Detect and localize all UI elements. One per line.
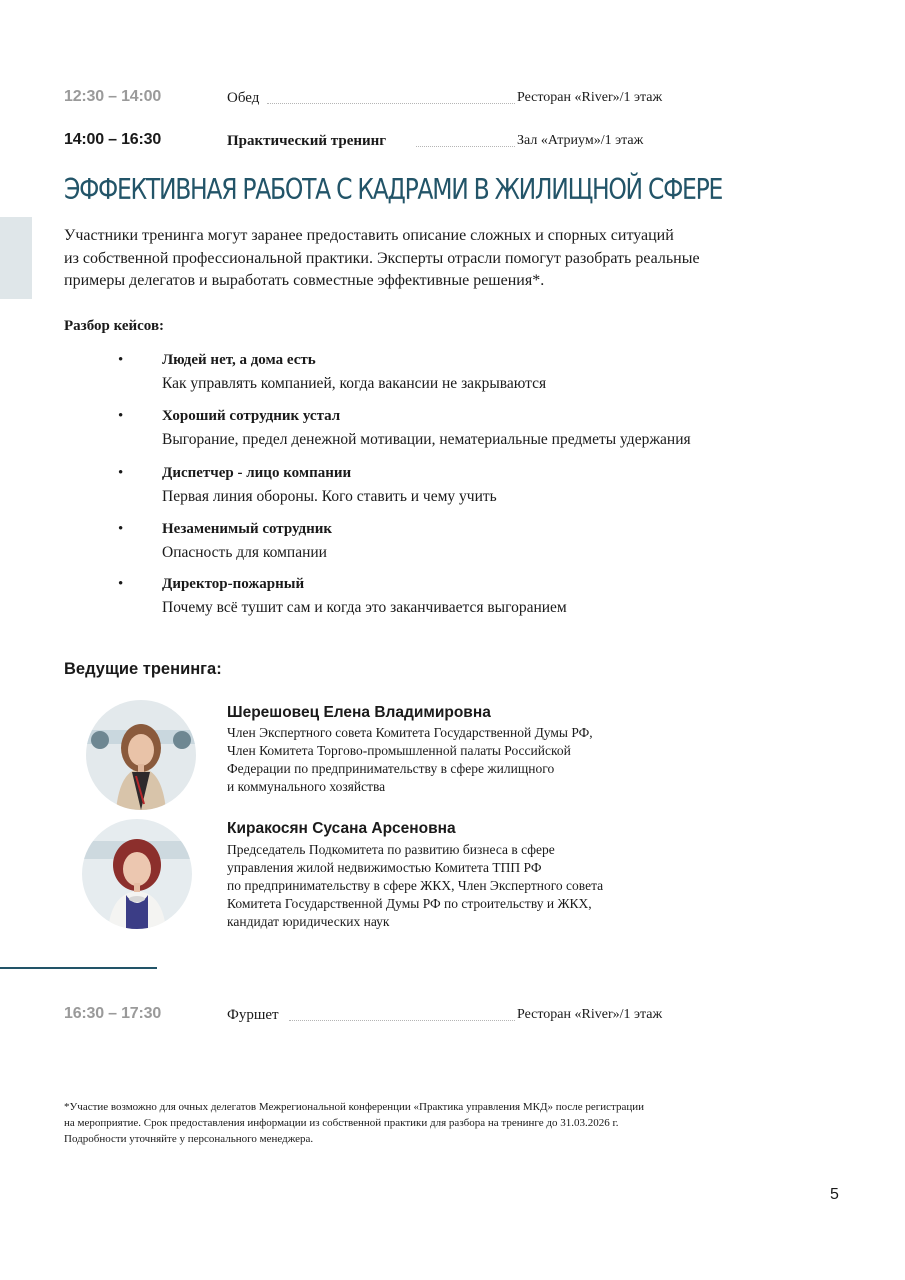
footnote-line: *Участие возможно для очных делегатов Межрегиональной конференции «Практика управления МКД» после регистрации [64,1101,645,1113]
footnote-line: на мероприятие. Срок предоставления информации из собственной практики для разбора на тренинге до 31.03.2026 г. [64,1117,619,1129]
schedule-time: 14:00 – 16:30 [64,131,162,148]
schedule-place: Ресторан «River»/1 этаж [517,1007,663,1022]
host-bio-line: Член Экспертного совета Комитета Государственной Думы РФ, [227,725,593,740]
host-bio-line: и коммунального хозяйства [227,779,386,794]
dotted-leader [267,103,515,104]
case-description: Как управлять компанией, когда вакансии не закрываются [162,375,547,392]
host-name: Киракосян Сусана Арсеновна [227,820,456,837]
host-bio-line: по предпринимательству в сфере ЖКХ, Член Экспертного совета [227,878,604,893]
schedule-place: Ресторан «River»/1 этаж [517,90,663,105]
bullet: • [118,352,124,368]
schedule-row-lunch [64,88,684,112]
intro-line: примеры делегатов и выработать совместные эффективные решения*. [64,272,545,289]
schedule-event: Практический тренинг [227,133,387,149]
schedule-place: Зал «Атриум»/1 этаж [517,133,644,148]
host-bio [227,724,707,796]
host-bio [227,841,707,931]
schedule-event: Фуршет [227,1007,279,1023]
schedule-time: 16:30 – 17:30 [64,1005,162,1022]
bullet: • [118,576,124,592]
page-number: 5 [830,1186,839,1203]
host-bio-line: Председатель Подкомитета по развитию бизнеса в сфере [227,842,555,857]
section-divider [0,967,157,969]
schedule-row-buffet [64,1005,684,1029]
host-photo-kirakosyan [82,819,192,929]
host-bio-line: Член Комитета Торгово-промышленной палаты Российской [227,743,571,758]
host-name: Шерешовец Елена Владимировна [227,704,491,721]
case-title: Хороший сотрудник устал [162,408,341,424]
dotted-leader [416,146,515,147]
dotted-leader [289,1020,515,1021]
schedule-row-training [64,131,684,155]
bullet: • [118,465,124,481]
portrait-image [86,700,196,810]
case-description: Почему всё тушит сам и когда это заканчивается выгоранием [162,599,567,616]
case-description: Опасность для компании [162,544,327,561]
case-title: Диспетчер - лицо компании [162,465,352,481]
bullet: • [118,408,124,424]
intro-line: из собственной профессиональной практики. Эксперты отрасли помогут разобрать реальные [64,249,700,267]
host-bio-line: кандидат юридических наук [227,914,390,929]
case-title: Незаменимый сотрудник [162,521,333,537]
intro-line: Участники тренинга могут заранее предоставить описание сложных и спорных ситуаций [64,227,674,244]
section-title: ЭФФЕКТИВНАЯ РАБОТА С КАДРАМИ В ЖИЛИЩНОЙ СФЕРЕ [64,172,722,207]
bullet: • [118,521,124,537]
host-photo-sheresovets [86,700,196,810]
schedule-time: 12:30 – 14:00 [64,88,162,105]
case-title: Директор-пожарный [162,576,305,592]
host-bio-line: управления жилой недвижимостью Комитета ТПП РФ [227,860,542,875]
portrait-image [82,819,192,929]
schedule-event: Обед [227,90,260,106]
side-tab-marker [0,217,32,299]
footnote [64,1099,804,1147]
cases-label: Разбор кейсов: [64,318,165,334]
intro-paragraph [64,225,804,293]
host-bio-line: Комитета Государственной Думы РФ по строительству и ЖКХ, [227,896,592,911]
hosts-label: Ведущие тренинга: [64,660,222,678]
case-description: Выгорание, предел денежной мотивации, нематериальные предметы удержания [162,431,691,448]
footnote-line: Подробности уточняйте у персонального менеджера. [64,1133,314,1145]
case-title: Людей нет, а дома есть [162,352,316,368]
host-bio-line: Федерации по предпринимательству в сфере жилищного [227,761,555,776]
case-description: Первая линия обороны. Кого ставить и чему учить [162,488,497,505]
